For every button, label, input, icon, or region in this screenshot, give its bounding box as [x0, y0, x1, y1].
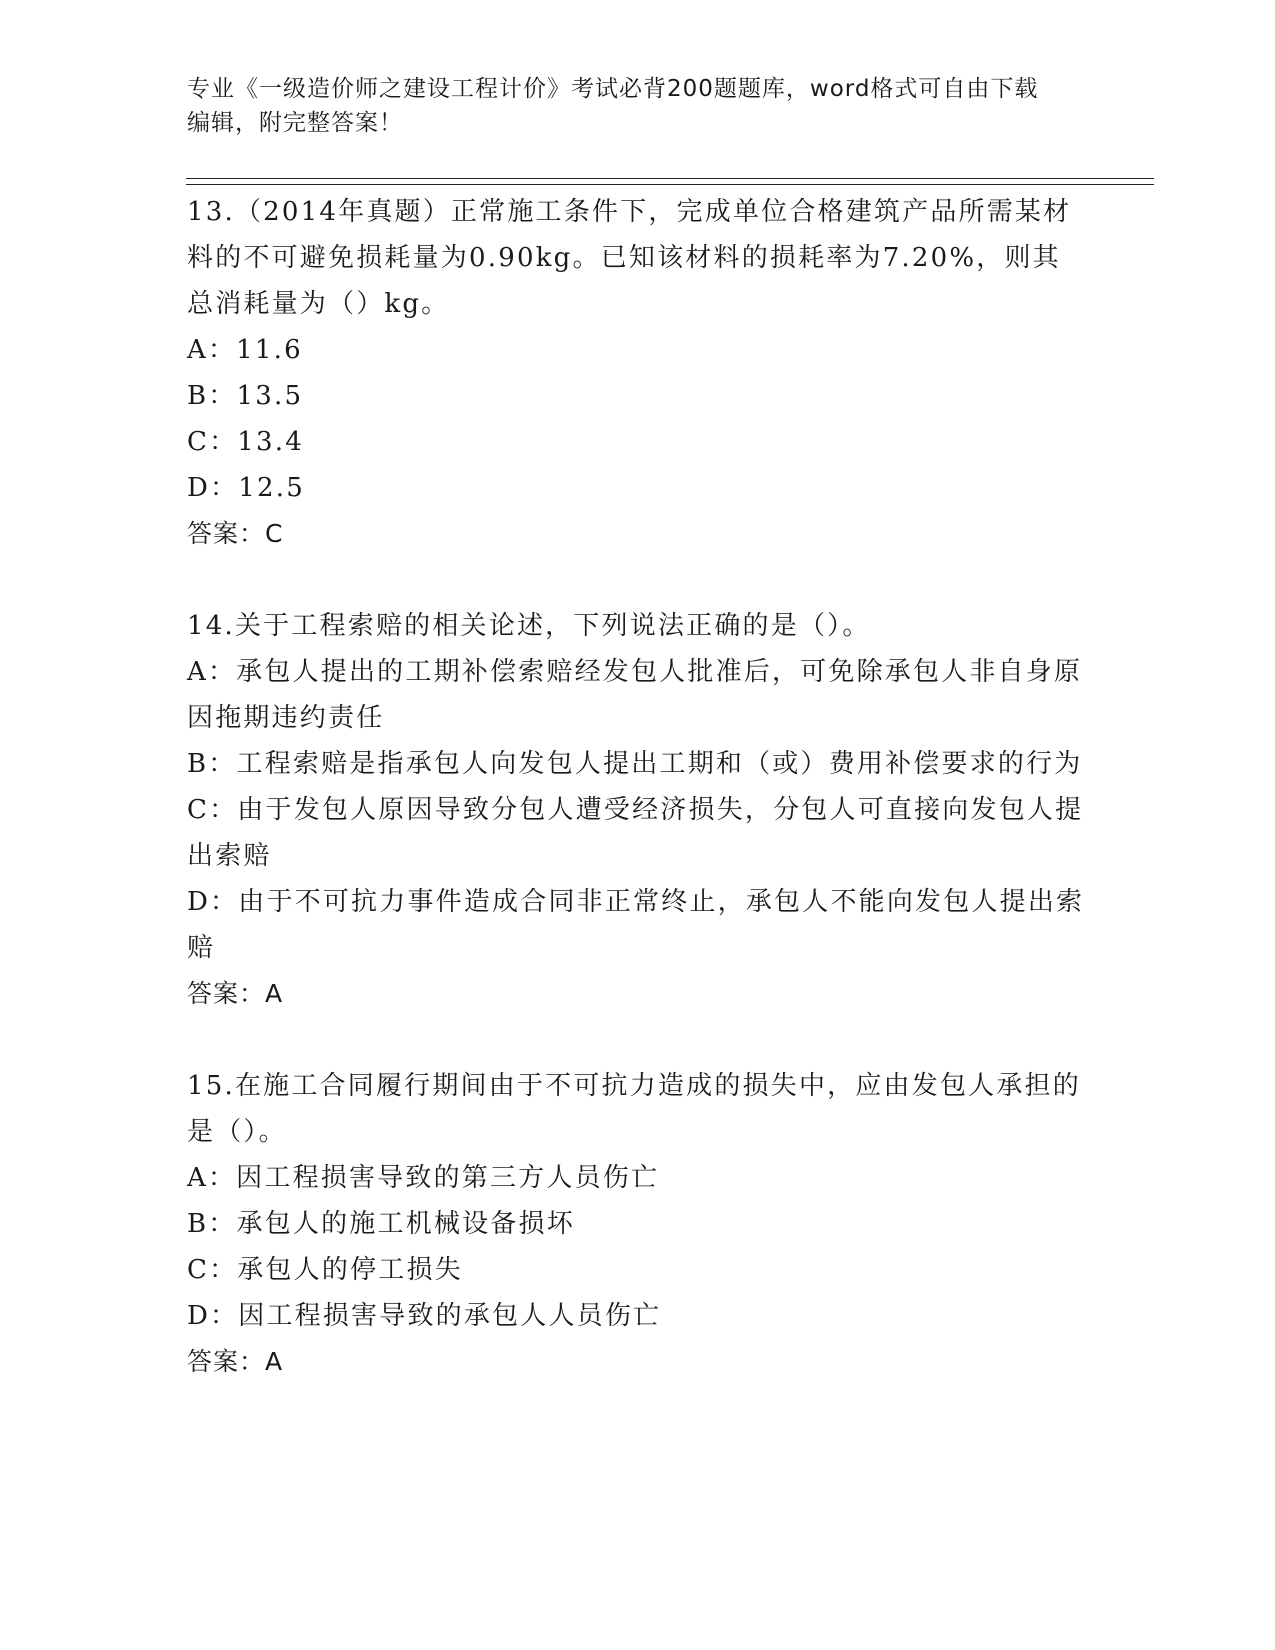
option-d: D：由于不可抗力事件造成合同非正常终止，承包人不能向发包人提出索赔: [187, 887, 1085, 963]
question-stem: 13.（2014年真题）正常施工条件下，完成单位合格建筑产品所需某材料的不可避免损耗量为0.90kg。已知该材料的损耗率为7.20%，则其总消耗量为（）kg。: [187, 197, 1072, 319]
option-a: A：11.6: [187, 335, 303, 365]
question-stem: 14.关于工程索赔的相关论述，下列说法正确的是（）。: [187, 611, 871, 641]
header-divider-top: [186, 178, 1154, 179]
answer-line: 答案：A: [187, 1347, 284, 1376]
question-13: [187, 189, 1087, 557]
answer-line: 答案：C: [187, 519, 284, 548]
option-d: D：因工程损害导致的承包人人员伤亡: [187, 1301, 662, 1331]
question-spacer: [187, 1017, 1087, 1063]
option-b: B：承包人的施工机械设备损坏: [187, 1209, 575, 1239]
question-spacer: [187, 557, 1087, 603]
header-line-1: 专业《一级造价师之建设工程计价》考试必背200题题库，word格式可自由下载: [187, 76, 1039, 102]
option-a: A：因工程损害导致的第三方人员伤亡: [187, 1163, 660, 1193]
option-b: B：13.5: [187, 381, 304, 411]
document-header: [187, 72, 1067, 140]
question-15: [187, 1063, 1087, 1385]
option-b: B：工程索赔是指承包人向发包人提出工期和（或）费用补偿要求的行为: [187, 749, 1083, 779]
option-a: A：承包人提出的工期补偿索赔经发包人批准后，可免除承包人非自身原因拖期违约责任: [187, 657, 1083, 733]
answer-line: 答案：A: [187, 979, 284, 1008]
option-c: C：承包人的停工损失: [187, 1255, 463, 1285]
header-line-2: 编辑，附完整答案！: [187, 110, 403, 136]
question-list: [187, 189, 1087, 1385]
question-stem: 15.在施工合同履行期间由于不可抗力造成的损失中，应由发包人承担的是（）。: [187, 1071, 1081, 1147]
option-c: C：由于发包人原因导致分包人遭受经济损失，分包人可直接向发包人提出索赔: [187, 795, 1084, 871]
option-c: C：13.4: [187, 427, 304, 457]
header-divider-bottom: [186, 184, 1154, 185]
option-d: D：12.5: [187, 473, 305, 503]
question-14: [187, 603, 1087, 1017]
